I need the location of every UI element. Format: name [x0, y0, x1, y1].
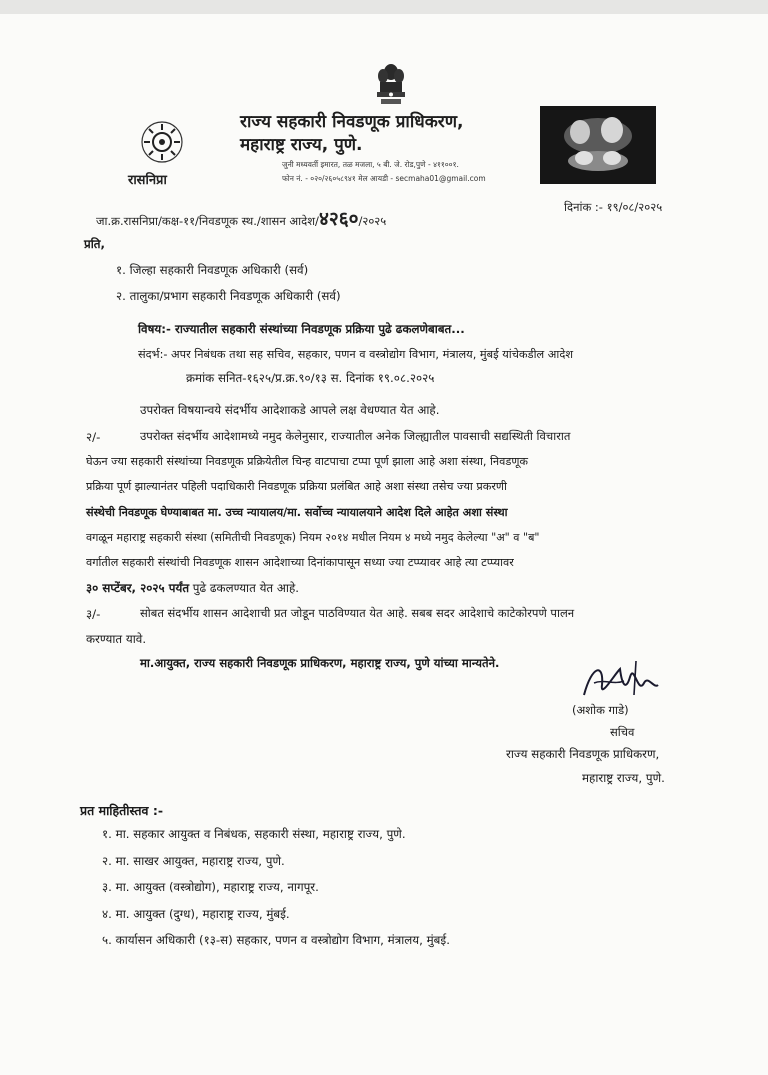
logo-caption: रासनिप्रा	[128, 173, 167, 188]
contact-line: फोन नं. - ०२०/२६०५८९४१ मेल आयडी - secmaha01@gmail.com	[282, 174, 486, 183]
paragraph-line: संस्थेची निवडणूक घेण्याबाबत मा. उच्च न्यायालय/मा. सर्वोच्च न्यायालयाने आदेश दिले आहेत अशा संस्था	[86, 506, 508, 519]
copy-item: ४. मा. आयुक्त (दुग्ध), महाराष्ट्र राज्य, मुंबई.	[102, 907, 290, 921]
dignitary-photo-icon	[540, 106, 656, 184]
authority-name: राज्य सहकारी निवडणूक प्राधिकरण,	[240, 112, 464, 132]
paragraph-line: प्रक्रिया पूर्ण झाल्यानंतर पहिली पदाधिकारी निवडणूक प्रक्रिया प्रलंबित आहे अशा संस्था तसेच ज्या प्रकरणी	[86, 480, 507, 493]
reference-line: संदर्भ:- अपर निबंधक तथा सह सचिव, सहकार, पणन व वस्त्रोद्योग विभाग, मंत्रालय, मुंबई यांचेकडील आदेश	[138, 348, 574, 361]
paragraph-line: वगळून महाराष्ट्र सहकारी संस्था (समितीची निवडणूक) नियम २०१४ मधील नियम ४ मध्ये नमुद केलेल्या "अ" व "ब"	[86, 531, 540, 544]
paragraph-line: सोबत संदर्भीय शासन आदेशाची प्रत जोडून पाठविण्यात येत आहे. सबब सदर आदेशाचे काटेकोरपणे पालन	[140, 606, 575, 620]
paragraph-line-end: पुढे ढकलण्यात येत आहे.	[189, 581, 299, 595]
page-top-shadow	[0, 0, 768, 14]
reference-line: क्रमांक सनित-१६२५/प्र.क्र.९०/१३ स. दिनांक १९.०८.२०२५	[186, 371, 435, 385]
reference-number	[96, 205, 386, 231]
copy-item: १. मा. सहकार आयुक्त व निबंधक, सहकारी संस्था, महाराष्ट्र राज्य, पुणे.	[102, 827, 406, 841]
copy-item: ३. मा. आयुक्त (वस्त्रोद्योग), महाराष्ट्र राज्य, नागपूर.	[102, 880, 319, 894]
paragraph-marker: ३/-	[86, 607, 101, 621]
signatory-name: (अशोक गाडे)	[572, 703, 629, 717]
paragraph-line: उपरोक्त संदर्भीय आदेशामध्ये नमुद केलेनुसार, राज्यातील अनेक जिल्ह्यातील पावसाची सद्यस्थिती विचारात	[140, 429, 571, 443]
signatory-designation: सचिव	[610, 725, 635, 739]
reference-year: /२०२५	[358, 214, 387, 228]
addressee-item: १. जिल्हा सहकारी निवडणूक अधिकारी (सर्व)	[116, 263, 309, 277]
addressee-item: २. तालुका/प्रभाग सहकारी निवडणूक अधिकारी (सर्व)	[116, 289, 341, 303]
paragraph-line: वर्गातील सहकारी संस्थांची निवडणूक शासन आदेशाच्या दिनांकापासून सध्या ज्या टप्प्यावर आहे त्या टप्प्यावर	[86, 556, 514, 569]
reference-prefix: जा.क्र.रासनिप्रा/कक्ष-११/निवडणूक स्थ./शासन आदेश/	[96, 214, 319, 228]
copy-item: ५. कार्यासन अधिकारी (१३-स) सहकार, पणन व वस्त्रोद्योग विभाग, मंत्रालय, मुंबई.	[102, 933, 450, 947]
signatory-location: महाराष्ट्र राज्य, पुणे.	[582, 771, 665, 785]
paragraph-marker: २/-	[86, 430, 101, 444]
copy-item: २. मा. साखर आयुक्त, महाराष्ट्र राज्य, पुणे.	[102, 854, 285, 868]
paragraph-intro: उपरोक्त विषयान्वये संदर्भीय आदेशाकडे आपले लक्ष वेधण्यात येत आहे.	[140, 403, 440, 417]
reference-handwritten-number: ४२६०	[318, 208, 359, 230]
authority-location: महाराष्ट्र राज्य, पुणे.	[240, 135, 363, 155]
paragraph-line	[86, 580, 299, 596]
signatory-org: राज्य सहकारी निवडणूक प्राधिकरण,	[506, 747, 660, 761]
paragraph-line: घेऊन ज्या सहकारी संस्थांच्या निवडणूक प्रक्रियेतील चिन्ह वाटपाचा टप्पा पूर्ण झाला आहे अशा संस्था, निवडणूक	[86, 455, 529, 468]
paragraph-line: करण्यात यावे.	[86, 632, 147, 646]
deadline-date: ३० सप्टेंबर, २०२५ पर्यंत	[86, 581, 190, 595]
copy-to-heading: प्रत माहितीस्तव :-	[80, 803, 164, 818]
subject-line: विषय:- राज्यातील सहकारी संस्थांच्या निवडणूक प्रक्रिया पुढे ढकलणेबाबत...	[138, 322, 465, 336]
address-line: जुनी मध्यवर्ती इमारत, तळ मजला, ५ बी. जे. रोड,पुणे - ४११००१.	[282, 160, 459, 169]
approval-line: मा.आयुक्त, राज्य सहकारी निवडणूक प्राधिकरण, महाराष्ट्र राज्य, पुणे यांच्या मान्यतेने.	[140, 656, 500, 670]
to-label: प्रति,	[84, 237, 105, 251]
state-emblem-icon	[372, 62, 410, 108]
letter-date: दिनांक :- १९/०८/२०२५	[564, 200, 663, 214]
